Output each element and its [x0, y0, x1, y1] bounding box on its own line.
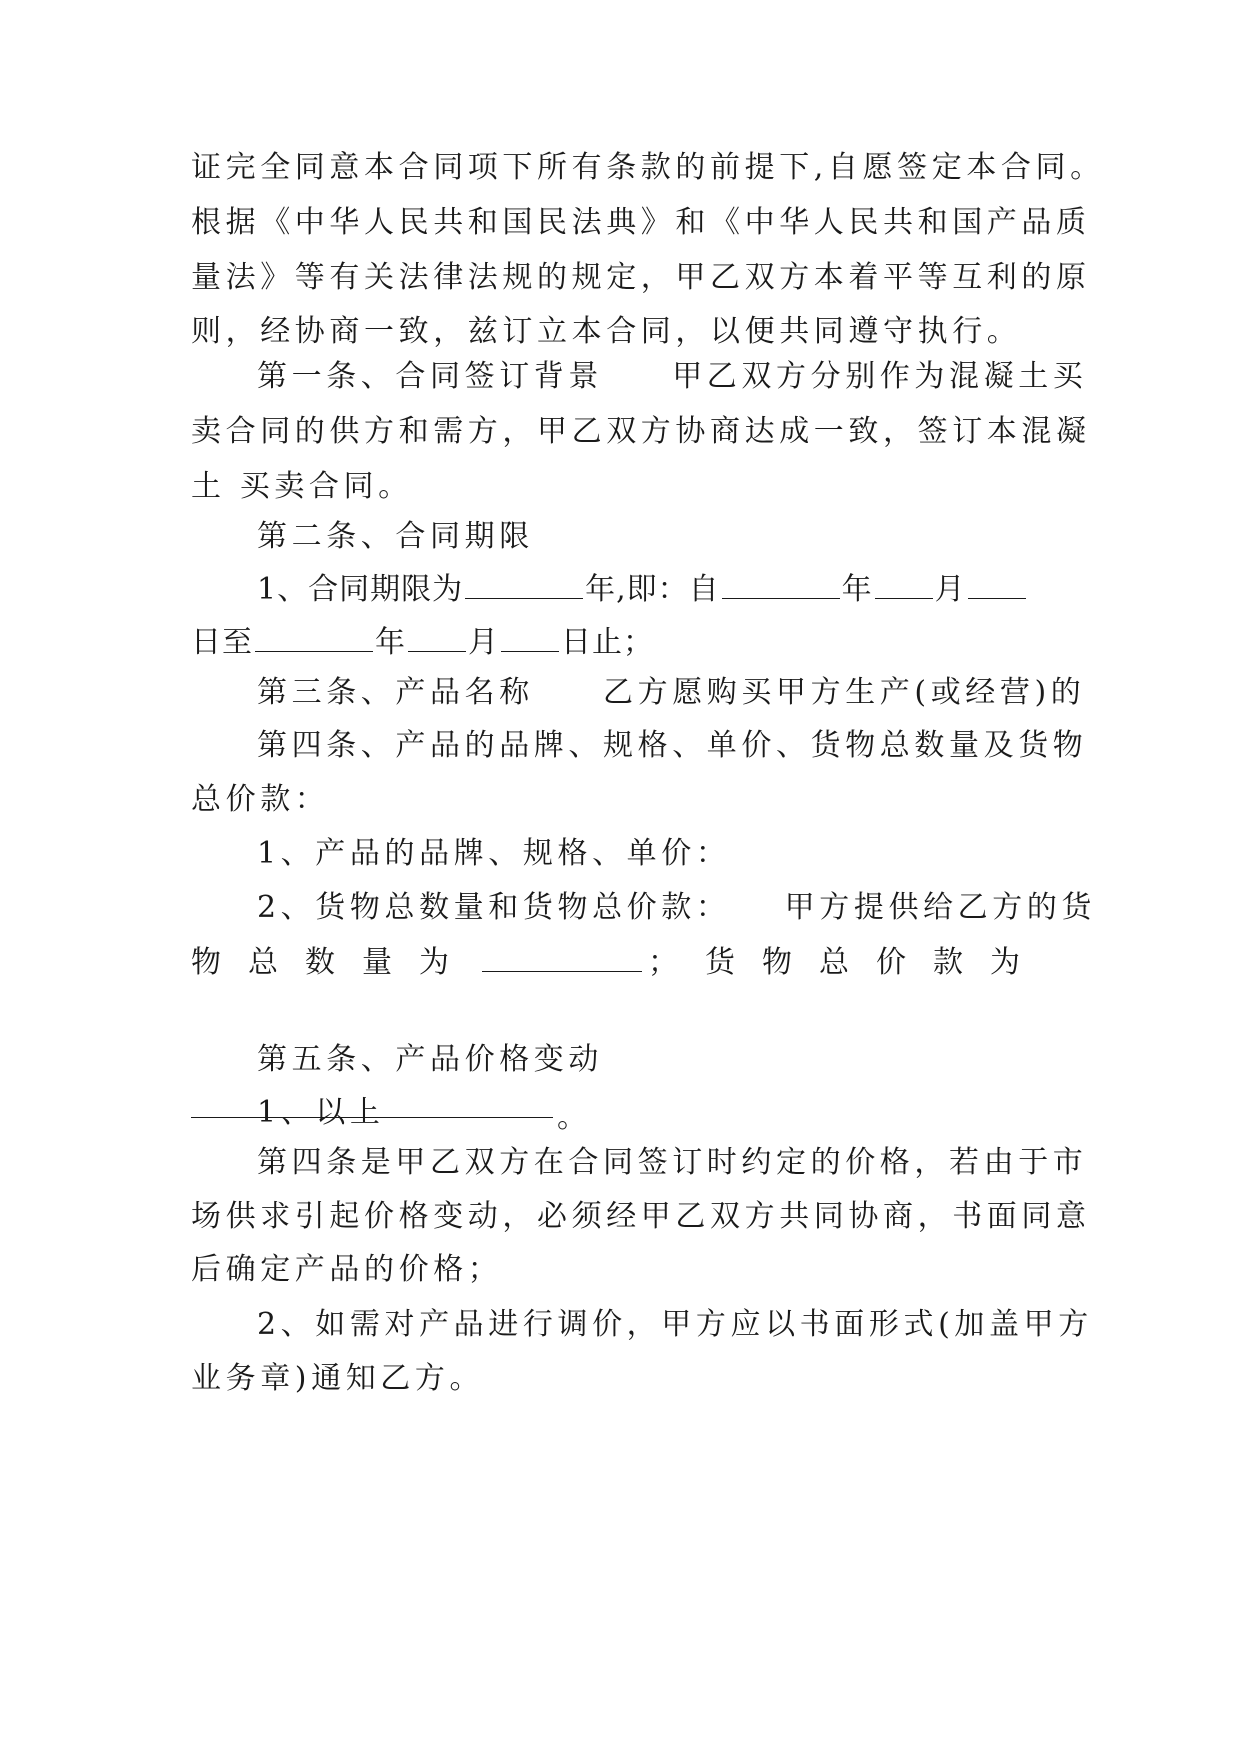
list-item: 1、产品的品牌、规格、单价：: [257, 836, 731, 871]
list-item: 2、货物总数量和货物总价款： 甲方提供给乙方的货: [257, 890, 1097, 925]
paragraph-line: 土 买卖合同。: [191, 469, 413, 504]
term-month: 月: [468, 625, 499, 660]
quantity-line: [191, 943, 1051, 983]
blank-end-day[interactable]: [501, 625, 559, 652]
article-1-heading: 第一条、合同签订背景 甲乙双方分别作为混凝土买: [257, 359, 1088, 394]
list-item: 1、以上: [257, 1095, 385, 1130]
period: 。: [557, 1100, 587, 1135]
blank-end-month[interactable]: [408, 625, 466, 652]
term-prefix: 1、合同期限为: [257, 572, 464, 607]
paragraph-line: 卖合同的供方和需方，甲乙双方协商达成一致，签订本混凝: [191, 414, 1091, 449]
term-year-label: 年,即：自: [585, 572, 720, 607]
article-5-heading: 第五条、产品价格变动: [257, 1042, 603, 1077]
term-line-2: [191, 623, 1051, 663]
blank-start-year[interactable]: [722, 572, 840, 599]
term-day-to: 日至: [191, 625, 253, 660]
paragraph-line: 则，经协商一致，兹订立本合同，以便共同遵守执行。: [191, 314, 1022, 349]
term-month: 月: [934, 572, 966, 607]
article-4-heading: 第四条、产品的品牌、规格、单价、货物总数量及货物: [257, 728, 1088, 763]
term-day-end: 日止；: [561, 625, 654, 660]
term-line-1: [257, 570, 1051, 610]
paragraph-line: 证完全同意本合同项下所有条款的前提下,自愿签定本合同。: [191, 150, 1105, 185]
blank-quantity[interactable]: [482, 945, 642, 972]
paragraph-line: 总价款：: [191, 782, 330, 817]
paragraph-line: 根据《中华人民共和国民法典》和《中华人民共和国产品质: [191, 205, 1091, 240]
blank-end-year[interactable]: [255, 625, 373, 652]
term-year: 年: [375, 625, 406, 660]
blank-years[interactable]: [465, 572, 583, 599]
quantity-label: 物总数量为: [191, 945, 476, 980]
term-year: 年: [841, 572, 873, 607]
article-2-heading: 第二条、合同期限: [257, 519, 534, 554]
paragraph-line: 第四条是甲乙双方在合同签订时约定的价格，若由于市: [257, 1145, 1088, 1180]
paragraph-line: 场供求引起价格变动，必须经甲乙双方共同协商，书面同意: [191, 1199, 1091, 1234]
blank-start-month[interactable]: [875, 572, 933, 599]
paragraph-line: 后确定产品的价格；: [191, 1252, 503, 1287]
blank-start-day[interactable]: [968, 572, 1026, 599]
paragraph-line: 量法》等有关法律法规的规定，甲乙双方本着平等互利的原: [191, 260, 1091, 295]
total-price-label: ；货物总价款为: [648, 945, 1047, 980]
article-3-heading: 第三条、产品名称 乙方愿购买甲方生产(或经营)的: [257, 675, 1086, 710]
paragraph-line: 业务章)通知乙方。: [191, 1361, 485, 1396]
list-item: 2、如需对产品进行调价，甲方应以书面形式(加盖甲方: [257, 1307, 1093, 1342]
